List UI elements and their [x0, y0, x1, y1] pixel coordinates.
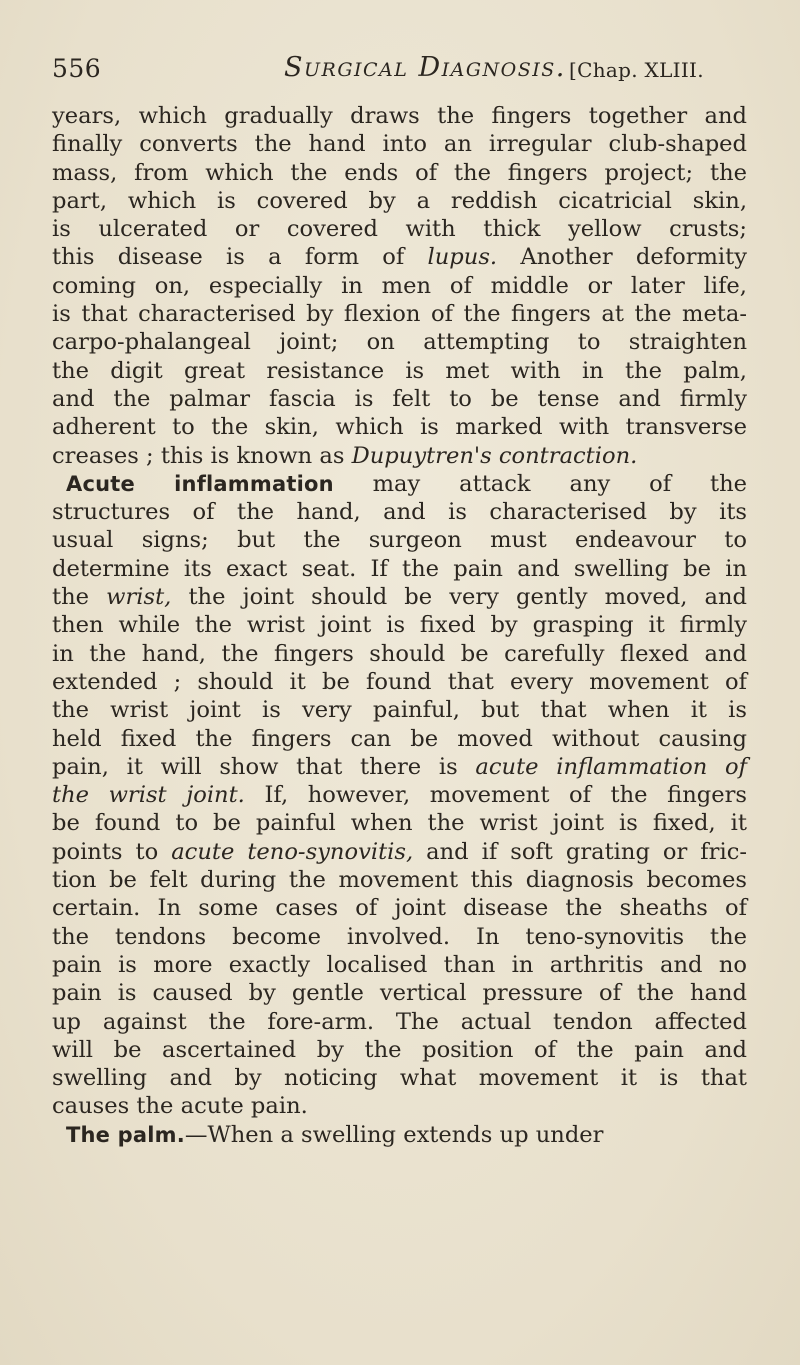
text-line — [52, 187, 747, 215]
text-segment: the digit great resistance is met with in the palm, — [52, 357, 747, 384]
text-line — [52, 442, 747, 470]
text-segment: carpo-phalangeal joint; on attempting to straighten — [52, 329, 747, 356]
text-segment: If, however, movement of the fingers — [244, 782, 747, 809]
text-line — [52, 1008, 747, 1036]
text-line — [52, 1092, 747, 1120]
text-line — [52, 1036, 747, 1064]
text-line — [52, 753, 747, 781]
text-segment: tion be felt during the movement this diagnosis becomes — [52, 867, 747, 894]
text-line — [52, 243, 747, 271]
text-line — [52, 696, 747, 724]
text-segment: held fixed the fingers can be moved without causing — [52, 725, 747, 752]
text-line — [52, 951, 747, 979]
running-head: Surgical Diagnosis. — [284, 52, 566, 83]
section-heading: Acute inflammation — [66, 471, 334, 496]
text-line — [52, 413, 747, 441]
text-line — [52, 526, 747, 554]
text-segment: the joint should be very gently moved, and — [171, 584, 747, 611]
text-segment: pain, it will show that there is — [52, 753, 476, 780]
text-line — [52, 215, 747, 243]
text-line — [52, 159, 747, 187]
text-segment: usual signs; but the surgeon must endeavour to — [52, 527, 747, 554]
text-segment: points to — [52, 838, 172, 865]
text-line — [52, 923, 747, 951]
text-segment: mass, from which the ends of the fingers project; the — [52, 159, 747, 186]
text-line — [52, 102, 747, 130]
text-segment: part, which is covered by a reddish cicatricial skin, — [52, 187, 747, 214]
text-line — [52, 130, 747, 158]
text-line — [52, 357, 747, 385]
text-segment: this disease is a form of — [52, 244, 428, 271]
text-line — [52, 809, 747, 837]
text-line — [52, 640, 747, 668]
text-segment: years, which gradually draws the fingers together and — [52, 103, 747, 129]
text-segment: certain. In some cases of joint disease the sheaths of — [52, 895, 747, 922]
text-line — [52, 668, 747, 696]
text-segment: finally converts the hand into an irregular club-shaped — [52, 131, 747, 158]
italic-text: wrist, — [106, 584, 172, 611]
text-segment: and the palmar fascia is felt to be tense and firmly — [52, 385, 747, 412]
text-line — [52, 838, 747, 866]
text-segment: coming on, especially in men of middle or later life, — [52, 272, 747, 299]
text-segment: swelling and by noticing what movement it is that — [52, 1065, 747, 1092]
text-segment: the wrist joint is very painful, but that when it is — [52, 697, 747, 724]
text-line — [52, 781, 747, 809]
text-line — [52, 866, 747, 894]
body-text — [52, 102, 747, 1149]
text-line — [52, 328, 747, 356]
text-line — [52, 300, 747, 328]
text-segment: then while the wrist joint is fixed by grasping it firmly — [52, 612, 747, 639]
italic-text: acute teno-synovitis, — [171, 838, 414, 865]
page-header — [52, 40, 752, 90]
text-line — [52, 894, 747, 922]
italic-text: acute inflammation of — [475, 753, 747, 780]
text-line — [52, 385, 747, 413]
text-line — [52, 1121, 747, 1149]
text-segment: extended ; should it be found that every movement of — [52, 668, 747, 695]
text-segment: in the hand, the fingers should be carefully flexed and — [52, 640, 747, 667]
text-segment: be found to be painful when the wrist joint is fixed, it — [52, 810, 747, 837]
text-segment: up against the fore-arm. The actual tendon affected — [52, 1008, 747, 1035]
text-segment: the — [52, 584, 107, 611]
text-segment: structures of the hand, and is characterised by its — [52, 499, 747, 526]
text-segment: will be ascertained by the position of the pain and — [52, 1036, 747, 1063]
text-line — [52, 725, 747, 753]
text-segment: pain is more exactly localised than in arthritis and no — [52, 951, 747, 978]
italic-text: the wrist joint. — [52, 782, 245, 809]
text-line — [52, 498, 747, 526]
text-segment: pain is caused by gentle vertical pressure of the hand — [52, 980, 747, 1007]
italic-text: Dupuytren's contraction. — [351, 442, 638, 469]
italic-text: lupus. — [427, 244, 498, 271]
text-segment: determine its exact seat. If the pain and swelling be in — [52, 555, 747, 582]
text-segment: —When a swelling extends up under — [184, 1121, 604, 1148]
text-line — [52, 555, 747, 583]
text-segment: may attack any of the — [333, 470, 748, 497]
text-line — [52, 470, 747, 498]
text-line — [52, 272, 747, 300]
text-segment: causes the acute pain. — [52, 1093, 308, 1120]
text-segment: and if soft grating or fric- — [413, 838, 747, 865]
text-line — [52, 583, 747, 611]
text-segment: adherent to the skin, which is marked with transverse — [52, 414, 747, 441]
text-segment: is ulcerated or covered with thick yellow crusts; — [52, 216, 747, 243]
chapter-reference: [Chap. XLIII. — [569, 58, 704, 82]
text-segment: the tendons become involved. In teno-synovitis the — [52, 923, 747, 950]
text-segment: Another deformity — [497, 244, 747, 271]
text-line — [52, 611, 747, 639]
section-heading: The palm. — [66, 1122, 185, 1147]
text-line — [52, 979, 747, 1007]
text-segment: creases ; this is known as — [52, 442, 352, 469]
page-number: 556 — [52, 54, 102, 83]
text-segment: is that characterised by flexion of the fingers at the meta- — [52, 301, 747, 328]
text-line — [52, 1064, 747, 1092]
